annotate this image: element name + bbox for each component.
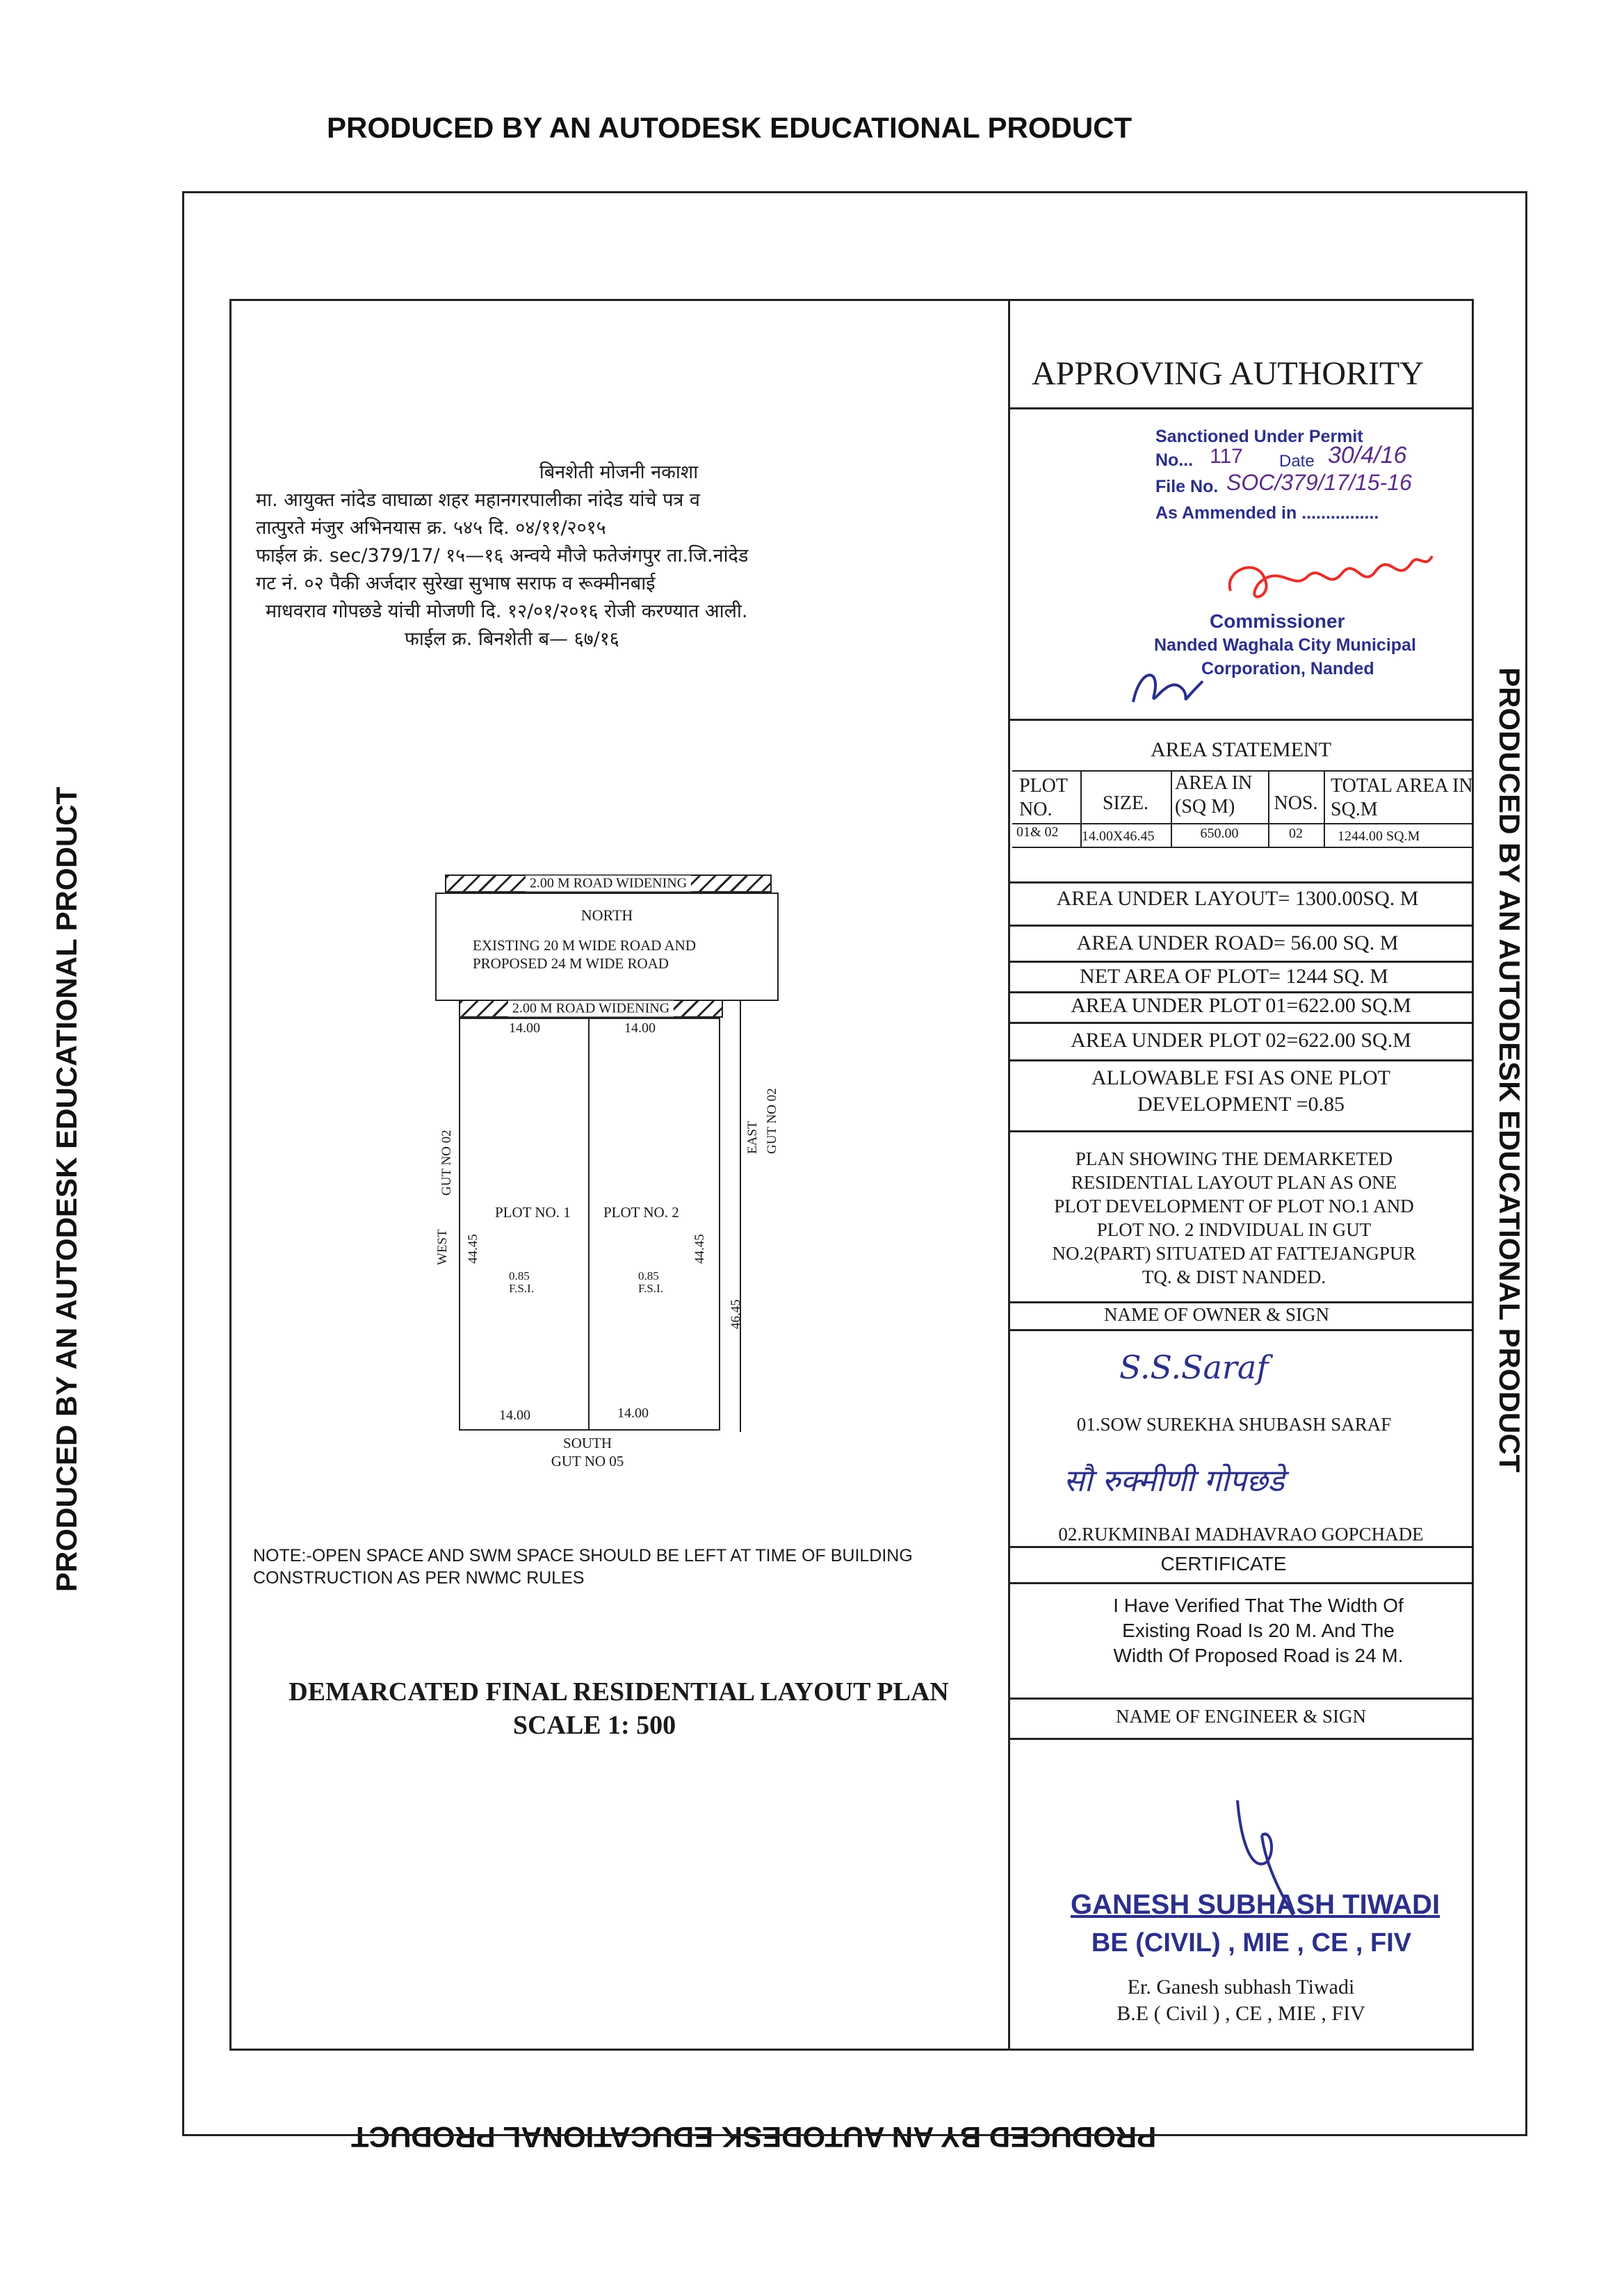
stamp-date-value: 30/4/16 — [1328, 442, 1407, 469]
road-label-2: PROPOSED 24 M WIDE ROAD — [473, 955, 669, 972]
area-cell-area: 650.00 — [1200, 826, 1239, 841]
certificate-line-top — [1008, 1546, 1474, 1548]
plot2-fsi: F.S.I. — [638, 1282, 663, 1295]
marathi-line-1: बिनशेती मोजनी नकाशा — [539, 462, 699, 483]
south-label: SOUTH — [562, 1435, 612, 1451]
note-line-2: CONSTRUCTION AS PER NWMC RULES — [253, 1568, 585, 1588]
fsi-line-1: ALLOWABLE FSI AS ONE PLOT — [1091, 1066, 1390, 1089]
initials-signature-stroke — [1133, 675, 1203, 702]
owner-line-top — [1008, 1301, 1474, 1303]
drawing-scale: SCALE 1: 500 — [512, 1711, 676, 1740]
area-line-b — [1008, 925, 1474, 927]
marathi-line-2: मा. आयुक्त नांदेड वाघाळा शहर महानगरपालीका नांदेड यांचे पत्र व — [256, 489, 700, 511]
description-line-1: PLAN SHOWING THE DEMARKETED — [1075, 1148, 1393, 1169]
engineer-name: Er. Ganesh subhash Tiwadi — [1127, 1976, 1355, 1999]
approving-authority-title: APPROVING AUTHORITY — [1032, 355, 1424, 392]
area-statement-title: AREA STATEMENT — [1150, 738, 1332, 761]
description-line-3: PLOT DEVELOPMENT OF PLOT NO.1 AND — [1054, 1196, 1414, 1216]
east-label: EAST — [745, 1121, 760, 1154]
road-widening-top-label: 2.00 M ROAD WIDENING — [526, 876, 691, 892]
owner-1-signature: S.S.Saraf — [1119, 1349, 1269, 1386]
corporation-line-1: Nanded Waghala City Municipal — [1154, 635, 1416, 655]
east-depth: 46.45 — [729, 1299, 743, 1329]
engineer-quals: B.E ( Civil ) , CE , MIE , FIV — [1116, 2002, 1365, 2025]
area-header-plot-no: PLOT NO. — [1019, 775, 1068, 820]
plot-2 — [588, 1018, 720, 1431]
owner-2-signature: सौ रुक्मीणी गोपछडे — [1064, 1463, 1285, 1499]
west-label: WEST — [435, 1229, 450, 1265]
net-area-of-plot: NET AREA OF PLOT= 1244 SQ. M — [1080, 965, 1388, 988]
marathi-note — [250, 459, 987, 653]
engineer-heading: NAME OF ENGINEER & SIGN — [1116, 1706, 1366, 1727]
area-statement-top — [1008, 719, 1474, 721]
stamp-sanctioned: Sanctioned Under Permit — [1155, 427, 1363, 446]
area-col-4 — [1324, 770, 1325, 847]
area-header-area: AREA IN (SQ M) — [1175, 772, 1253, 817]
certificate-line-1: I Have Verified That The Width Of — [1113, 1595, 1404, 1616]
plot1-fsi: F.S.I. — [509, 1282, 534, 1295]
marathi-line-5: गट नं. ०२ पैकी अर्जदार सुरेखा सुभाष सराफ व रूक्मीनबाई — [256, 573, 656, 594]
area-under-layout: AREA UNDER LAYOUT= 1300.00SQ. M — [1056, 887, 1419, 910]
drawing-title: DEMARCATED FINAL RESIDENTIAL LAYOUT PLAN — [289, 1677, 949, 1707]
stamp-amended: As Ammended in ................ — [1155, 503, 1379, 523]
engineer-stamp-quals: BE (CIVIL) , MIE , CE , FIV — [1091, 1928, 1412, 1957]
watermark-right: PRODUCED BY AN AUTODESK EDUCATIONAL PRODUCT — [1493, 667, 1526, 1473]
description-line-5: NO.2(PART) SITUATED AT FATTEJANGPUR — [1052, 1243, 1416, 1264]
commissioner-signature — [1217, 542, 1453, 619]
area-header-size: SIZE. — [1102, 792, 1149, 814]
certificate-heading: CERTIFICATE — [1160, 1553, 1287, 1574]
plot2-depth: 44.45 — [692, 1234, 707, 1264]
note-line-1: NOTE:-OPEN SPACE AND SWM SPACE SHOULD BE LEFT AT TIME OF BUILDING — [253, 1546, 913, 1565]
description-line-6: TQ. & DIST NANDED. — [1142, 1267, 1326, 1287]
area-header-total: TOTAL AREA IN SQ.M — [1331, 775, 1473, 820]
owner-line-mid — [1008, 1329, 1474, 1331]
plot2-top-dim: 14.00 — [624, 1020, 656, 1036]
owner-heading: NAME OF OWNER & SIGN — [1104, 1304, 1329, 1325]
area-line-c — [1008, 961, 1474, 963]
east-gut-label: GUT NO 02 — [765, 1088, 779, 1154]
plan-description — [1008, 1147, 1460, 1289]
area-under-road: AREA UNDER ROAD= 56.00 SQ. M — [1076, 931, 1399, 954]
fsi-line-2: DEVELOPMENT =0.85 — [1137, 1093, 1345, 1116]
plot1-label: PLOT NO. 1 — [495, 1204, 571, 1221]
south-gut-label: GUT NO 05 — [551, 1453, 624, 1470]
north-label: NORTH — [580, 906, 633, 924]
commissioner-label: Commissioner — [1210, 610, 1345, 632]
plot1-top-dim: 14.00 — [509, 1020, 540, 1036]
plot1-bottom-dim: 14.00 — [499, 1408, 530, 1423]
area-line-d — [1008, 991, 1474, 993]
plot2-bottom-dim: 14.00 — [617, 1406, 649, 1421]
stamp-no-label: No... — [1155, 450, 1194, 470]
road-widening-top — [445, 874, 772, 893]
description-line-4: PLOT NO. 2 INDVIDUAL IN GUT — [1096, 1219, 1372, 1240]
plot2-fsi-value: 0.85 — [638, 1269, 659, 1283]
approving-divider — [1008, 407, 1474, 409]
marathi-line-4: फाईल क्रं. sec/379/17/ १५—१६ अन्वये मौजे फतेजंगपुर ता.जि.नांदेड — [256, 545, 749, 567]
plot-1 — [459, 1018, 590, 1431]
stamp-file-label: File No. — [1155, 477, 1219, 496]
initials-signature — [1126, 660, 1210, 716]
engineer-line-mid — [1008, 1738, 1474, 1740]
owner-1-name: 01.SOW SUREKHA SHUBASH SARAF — [1076, 1414, 1392, 1435]
certificate-line-mid — [1008, 1582, 1474, 1584]
area-cell-total: 1244.00 SQ.M — [1338, 829, 1420, 844]
area-table-bottom — [1012, 847, 1474, 848]
marathi-line-3: तात्पुरते मंजुर अभिनयास क्र. ५४५ दि. ०४/११/२०१५ — [256, 517, 606, 539]
area-line-e — [1008, 1022, 1474, 1024]
area-cell-nos: 02 — [1289, 826, 1303, 841]
road-widening-bottom — [459, 1000, 723, 1018]
corporation-line-2: Corporation, Nanded — [1201, 659, 1374, 678]
certificate-line-2: Existing Road Is 20 M. And The — [1122, 1620, 1395, 1641]
commissioner-signature-stroke — [1230, 556, 1432, 597]
area-under-plot-02: AREA UNDER PLOT 02=622.00 SQ.M — [1071, 1029, 1411, 1052]
marathi-line-7: फाईल क्र. बिनशेती ब— ६७/१६ — [405, 628, 619, 650]
watermark-bottom: PRODUCED BY AN AUTODESK EDUCATIONAL PRODUCT — [351, 2121, 1157, 2154]
stamp-file-value: SOC/379/17/15-16 — [1226, 470, 1412, 495]
area-cell-size: 14.00X46.45 — [1082, 829, 1155, 844]
west-gut-label: GUT NO 02 — [439, 1130, 454, 1196]
engineer-stamp-name: GANESH SUBHASH TIWADI — [1071, 1889, 1440, 1920]
road-widening-bottom-label: 2.00 M ROAD WIDENING — [508, 1001, 674, 1017]
watermark-top: PRODUCED BY AN AUTODESK EDUCATIONAL PRODUCT — [327, 111, 1132, 144]
owner-2-name: 02.RUKMINBAI MADHAVRAO GOPCHADE — [1058, 1524, 1424, 1545]
stamp-no-value: 117 — [1210, 445, 1243, 468]
area-line-a — [1008, 881, 1474, 884]
east-boundary — [740, 1001, 741, 1432]
engineer-line-top — [1008, 1698, 1474, 1700]
watermark-left: PRODUCED BY AN AUTODESK EDUCATIONAL PRODUCT — [50, 786, 83, 1592]
area-cell-plot: 01& 02 — [1016, 824, 1059, 840]
stamp-date-label: Date — [1279, 452, 1315, 471]
area-line-f — [1008, 1059, 1474, 1061]
area-under-plot-01: AREA UNDER PLOT 01=622.00 SQ.M — [1071, 994, 1411, 1017]
plot1-fsi-value: 0.85 — [509, 1269, 530, 1283]
description-line-2: RESIDENTIAL LAYOUT PLAN AS ONE — [1071, 1172, 1397, 1193]
plot2-label: PLOT NO. 2 — [603, 1204, 679, 1221]
plot1-depth: 44.45 — [466, 1234, 480, 1264]
area-line-g — [1008, 1130, 1474, 1132]
road-label-1: EXISTING 20 M WIDE ROAD AND — [473, 937, 697, 954]
marathi-line-6: माधवराव गोपछडे यांची मोजणी दि. १२/०१/२०१६ रोजी करण्यात आली. — [266, 601, 748, 622]
area-header-nos: NOS. — [1274, 792, 1318, 814]
certificate-line-3: Width Of Proposed Road is 24 M. — [1113, 1645, 1404, 1666]
